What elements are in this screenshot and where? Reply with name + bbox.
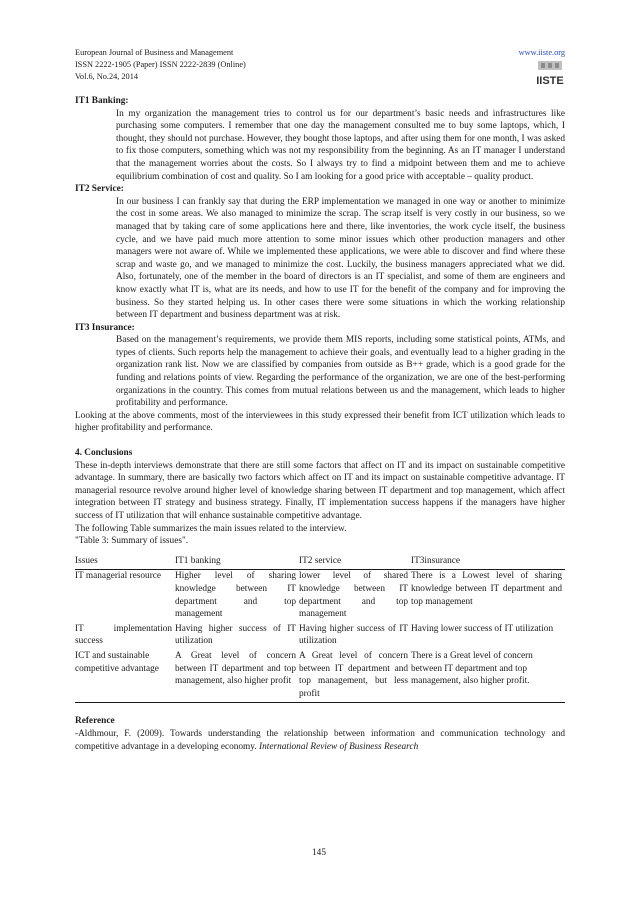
table-header-cell: Issues bbox=[75, 554, 175, 570]
table-caption: "Table 3: Summary of issues". bbox=[75, 536, 189, 547]
section-body-it1: In my organization the management tries to control us for our department’s basic needs and infrastructures like purchasing some computers. I remember that one day the management consulted me to buy some laptops, which, I thought, they should not purchase. However, they bought those laptops, and after using them for one month, I was asked to fix those computers, something which was not my responsibility from the beginning. As an IT manager I understand that the management worries about the costs. So I always try to find a midpoint between them and me to achieve equilibrium combination of cost and quality. So I am looking for a good price with acceptable – quality product. bbox=[116, 108, 565, 182]
table-cell: There is a Great level of concern between IT department and top management, also higher profit. bbox=[411, 650, 565, 703]
issn-line: ISSN 2222-1905 (Paper) ISSN 2222-2839 (Online) bbox=[75, 60, 246, 69]
table-cell: ICT and sustainable competitive advantage bbox=[75, 650, 175, 703]
section-body-it3: Based on the management’s requirements, we provide them MIS reports, including some statistical points, ATMs, and types of clients. Such reports help the management to achieve their goals, and eventually lead to a higher grading in the organization rank list. Now we are classified by companies from outside as B++ grade, which is a good grade for the funding and relations points of view. Regarding the performance of the organization, we are one of the best-performing organizations in the country. This comes from mutual relations between us and the management, which leads to higher profitability and performance. bbox=[116, 335, 565, 409]
main-content bbox=[75, 95, 565, 753]
table-cell: IT managerial resource bbox=[75, 571, 162, 582]
journal-name: European Journal of Business and Management bbox=[75, 48, 234, 57]
summary-paragraph: Looking at the above comments, most of the interviewees in this study expressed their benefit from ICT utilization which leads to higher profitability and performance. bbox=[75, 410, 565, 434]
reference-journal: International Review of Business Research bbox=[259, 741, 419, 752]
table-cell: IT implementation success bbox=[75, 623, 172, 647]
table-cell: Having higher success of IT utilization bbox=[175, 623, 296, 647]
table-cell: Having lower success of IT utilization bbox=[411, 623, 554, 634]
table-header-row bbox=[75, 554, 565, 570]
page-number: 145 bbox=[312, 848, 326, 858]
section-title-it1: IT1 Banking: bbox=[75, 96, 129, 106]
reference-entry bbox=[75, 728, 565, 753]
table-cell: A Great level of concern between IT department and top management, also higher profit bbox=[175, 650, 299, 703]
table-row bbox=[75, 623, 565, 650]
reference-text: -Aldhmour, F. (2009). Towards understanding the relationship between information and communication technology and competitive advantage in a developing economy. bbox=[75, 728, 565, 752]
table-header-cell: IT3insurance bbox=[411, 554, 565, 570]
table-row bbox=[75, 650, 565, 703]
journal-url-link[interactable]: www.iiste.org bbox=[518, 48, 565, 57]
conclusions-body: These in-depth interviews demonstrate that there are still some factors that affect on IT and its impact on sustainable competitive advantage. In summary, there are basically two factors which affect on IT and its impact on sustainable competitive advantage. IT managerial resource revolve around higher level of knowledge sharing between IT department and top management, which affect integration between IT strategy and business strategy. Finally, IT implementation success happens if the managers have higher success of IT utilization that will enhance sustainable competitive advantage. bbox=[75, 460, 565, 521]
svg-text:IISTE: IISTE bbox=[536, 75, 564, 87]
table-header-cell: IT1 banking bbox=[175, 554, 299, 570]
iiste-logo-icon bbox=[535, 61, 565, 87]
table-cell: Higher level of sharing knowledge between IT department and top management bbox=[175, 571, 296, 620]
section-body-it2: In our business I can frankly say that during the ERP implementation we managed in one way or another to minimize the cost in some areas. We also managed to minimize the scrap. The scrap itself is very costly in our business, so we managed that by taking care of some applications here and there, like inventories, the work cycle itself, the business cycle, and we have paid much more attention to some minor issues which other production managers and other managers were not aware of. While we implemented these applications, we were able to discover and find where these scrap and waste go, and we managed to minimize the cost. Luckily, the business managers appreciated what we did. Also, fortunately, one of the member in the board of directors is an IT specialist, and some of them are engineers and know exactly what IT is, what are its needs, and how to use IT for the benefit of the company and for improving the business. So they started helping us. In other cases there were some situations in which the working relationship between IT department and business department was at risk. bbox=[116, 196, 565, 321]
table-row bbox=[75, 570, 565, 623]
volume-line: Vol.6, No.24, 2014 bbox=[75, 72, 138, 81]
table-cell: A Great level of concern between IT department and top management, but less profit bbox=[299, 650, 411, 703]
conclusions-heading: 4. Conclusions bbox=[75, 448, 133, 459]
reference-heading: Reference bbox=[75, 716, 115, 727]
table-header-cell: IT2 service bbox=[299, 554, 411, 570]
section-title-it2: IT2 Service: bbox=[75, 184, 124, 195]
table-cell: There is a Lowest level of sharing knowledge between IT department and top management bbox=[411, 571, 562, 607]
page-header bbox=[75, 47, 565, 87]
table-cell: lower level of shared knowledge between IT department and top management bbox=[299, 571, 408, 620]
table-intro: The following Table summarizes the main issues related to the interview. bbox=[75, 523, 347, 534]
table-cell: Having higher success of IT utilization bbox=[299, 623, 408, 647]
summary-table bbox=[75, 554, 565, 704]
section-title-it3: IT3 Insurance: bbox=[75, 322, 135, 333]
